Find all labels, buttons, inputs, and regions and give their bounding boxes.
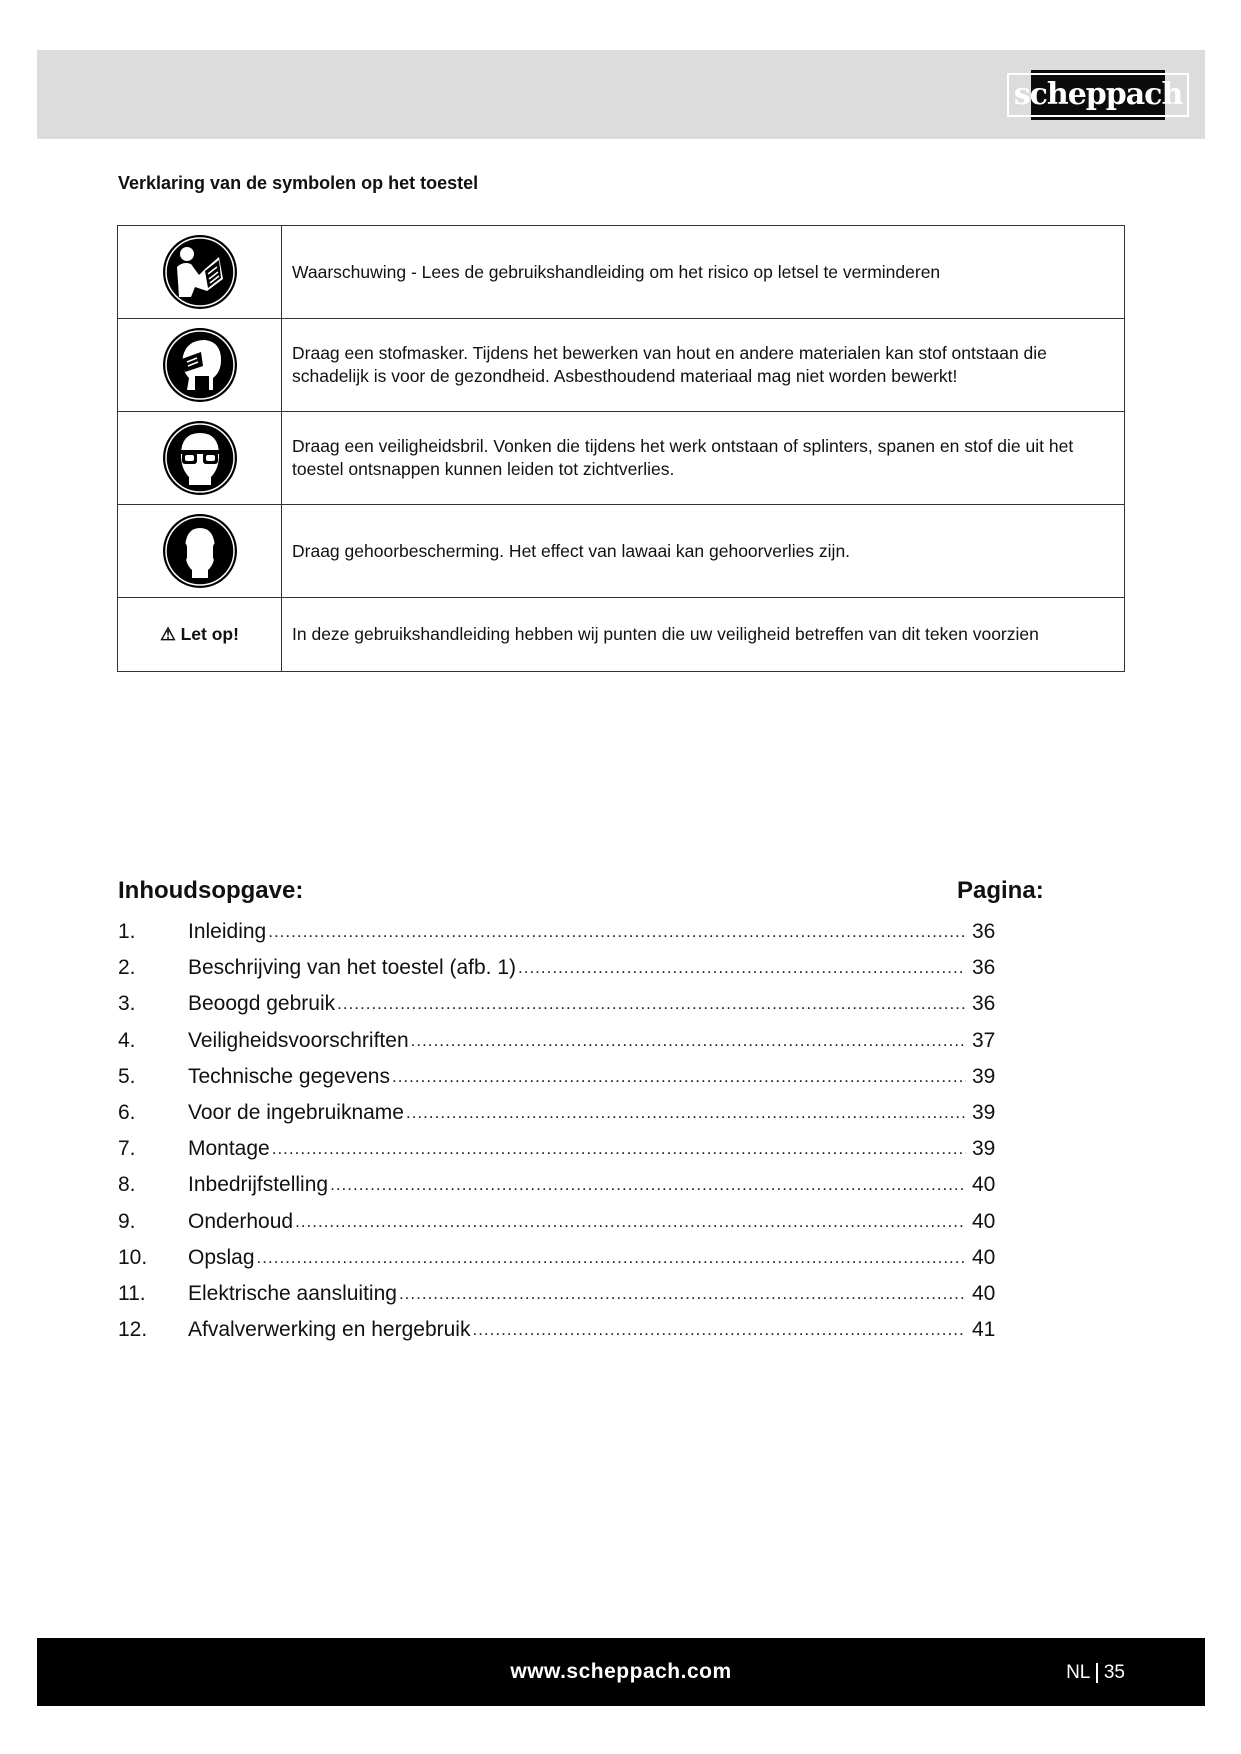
- toc-item-page: 40: [972, 1173, 996, 1197]
- brand-logo: [1013, 70, 1183, 120]
- symbol-icon-cell: [118, 412, 282, 505]
- toc-item[interactable]: [118, 1276, 998, 1312]
- toc-item-page: 36: [972, 956, 996, 980]
- toc-item-title: Veiligheidsvoorschriften: [188, 1028, 409, 1052]
- toc-title: Inhoudsopgave:: [118, 877, 304, 904]
- toc-item-number: 12.: [118, 1318, 148, 1342]
- toc-item[interactable]: [118, 1095, 998, 1131]
- ear-protection-icon: [161, 512, 239, 590]
- symbols-section-title: Verklaring van de symbolen op het toestel: [118, 173, 479, 193]
- toc-item-title: Opslag: [188, 1245, 255, 1269]
- toc-item[interactable]: [118, 950, 998, 986]
- attention-text: In deze gebruikshandleiding hebben wij punten die uw veiligheid betreffen van dit teken voorzien: [282, 598, 1125, 672]
- toc-leader-dots: [392, 1067, 966, 1087]
- toc-item-title: Technische gegevens: [188, 1064, 390, 1088]
- separator: [1096, 1663, 1098, 1683]
- toc-item-title: Beoogd gebruik: [188, 992, 336, 1016]
- toc-item-page: 37: [972, 1028, 996, 1052]
- symbol-text: Waarschuwing - Lees de gebruikshandleiding om het risico op letsel te verminderen: [282, 226, 1125, 319]
- toc-leader-dots: [295, 1212, 966, 1232]
- toc-leader-dots: [257, 1248, 966, 1268]
- toc-item[interactable]: [118, 1204, 998, 1240]
- toc-item-page: 40: [972, 1209, 996, 1233]
- symbol-text: Draag gehoorbescherming. Het effect van lawaai kan gehoorverlies zijn.: [282, 505, 1125, 598]
- attention-label: ⚠ Let op!: [118, 598, 282, 672]
- toc-leader-dots: [268, 922, 966, 942]
- symbol-text: Draag een stofmasker. Tijdens het bewerken van hout en andere materialen kan stof ontstaan die schadelijk is voor de gezondheid. Asbesthoudend materiaal mag niet worden bewerkt!: [282, 319, 1125, 412]
- toc-item-page: 39: [972, 1137, 996, 1161]
- toc-item-number: 3.: [118, 992, 136, 1016]
- toc-item-page: 36: [972, 920, 996, 944]
- toc-item-title: Elektrische aansluiting: [188, 1281, 397, 1305]
- toc-item[interactable]: [118, 1312, 998, 1348]
- toc-item[interactable]: [118, 914, 998, 950]
- toc-leader-dots: [330, 1175, 966, 1195]
- page-number: 35: [1103, 1662, 1125, 1683]
- toc-item-title: Inleiding: [188, 920, 267, 944]
- website-link[interactable]: www.scheppach.com: [510, 1660, 732, 1683]
- toc-item-number: 1.: [118, 920, 136, 944]
- toc-leader-dots: [337, 994, 966, 1014]
- read-manual-icon: [161, 233, 239, 311]
- table-of-contents: [118, 914, 998, 1348]
- symbol-row: [118, 226, 1125, 319]
- toc-item-title: Inbedrijfstelling: [188, 1173, 329, 1197]
- symbols-table: [117, 225, 1125, 672]
- toc-item-number: 11.: [118, 1281, 146, 1305]
- header-band: [37, 50, 1205, 139]
- toc-leader-dots: [518, 958, 966, 978]
- toc-item-page: 39: [972, 1064, 996, 1088]
- toc-item-title: Onderhoud: [188, 1209, 294, 1233]
- toc-item-number: 8.: [118, 1173, 136, 1197]
- language-code: NL: [1066, 1662, 1091, 1683]
- symbol-text: Draag een veiligheidsbril. Vonken die tijdens het werk ontstaan of splinters, spanen en stof die uit het toestel ontsnappen kunnen leiden tot zichtverlies.: [282, 412, 1125, 505]
- toc-leader-dots: [399, 1284, 966, 1304]
- toc-item-number: 9.: [118, 1209, 136, 1233]
- brand-logo-text: scheppach: [1007, 73, 1190, 117]
- toc-item-number: 2.: [118, 956, 136, 980]
- toc-item-title: Afvalverwerking en hergebruik: [188, 1318, 471, 1342]
- toc-leader-dots: [472, 1320, 966, 1340]
- symbol-icon-cell: [118, 319, 282, 412]
- toc-item-page: 39: [972, 1101, 996, 1125]
- toc-item-page: 40: [972, 1245, 996, 1269]
- toc-item[interactable]: [118, 1167, 998, 1203]
- toc-leader-dots: [272, 1139, 966, 1159]
- toc-item[interactable]: [118, 986, 998, 1022]
- toc-item[interactable]: [118, 1059, 998, 1095]
- toc-item-number: 4.: [118, 1028, 136, 1052]
- toc-item-page: 41: [972, 1318, 996, 1342]
- toc-item[interactable]: [118, 1023, 998, 1059]
- toc-leader-dots: [411, 1031, 966, 1051]
- toc-item-page: 36: [972, 992, 996, 1016]
- toc-item[interactable]: [118, 1240, 998, 1276]
- symbol-icon-cell: [118, 226, 282, 319]
- symbol-row: [118, 319, 1125, 412]
- toc-item-number: 10.: [118, 1245, 148, 1269]
- toc-item-title: Voor de ingebruikname: [188, 1101, 404, 1125]
- footer-bar: [37, 1638, 1205, 1706]
- toc-item-page: 40: [972, 1281, 996, 1305]
- toc-item-title: Montage: [188, 1137, 270, 1161]
- symbol-row: [118, 505, 1125, 598]
- page-indicator: [1066, 1662, 1125, 1684]
- symbol-row: [118, 412, 1125, 505]
- toc-page-header: Pagina:: [957, 877, 1044, 904]
- safety-goggles-icon: [161, 419, 239, 497]
- attention-row: [118, 598, 1125, 672]
- dust-mask-icon: [161, 326, 239, 404]
- symbol-icon-cell: [118, 505, 282, 598]
- toc-item-title: Beschrijving van het toestel (afb. 1): [188, 956, 517, 980]
- toc-item-number: 5.: [118, 1064, 136, 1088]
- toc-item[interactable]: [118, 1131, 998, 1167]
- toc-item-number: 7.: [118, 1137, 136, 1161]
- toc-leader-dots: [406, 1103, 966, 1123]
- toc-item-number: 6.: [118, 1101, 136, 1125]
